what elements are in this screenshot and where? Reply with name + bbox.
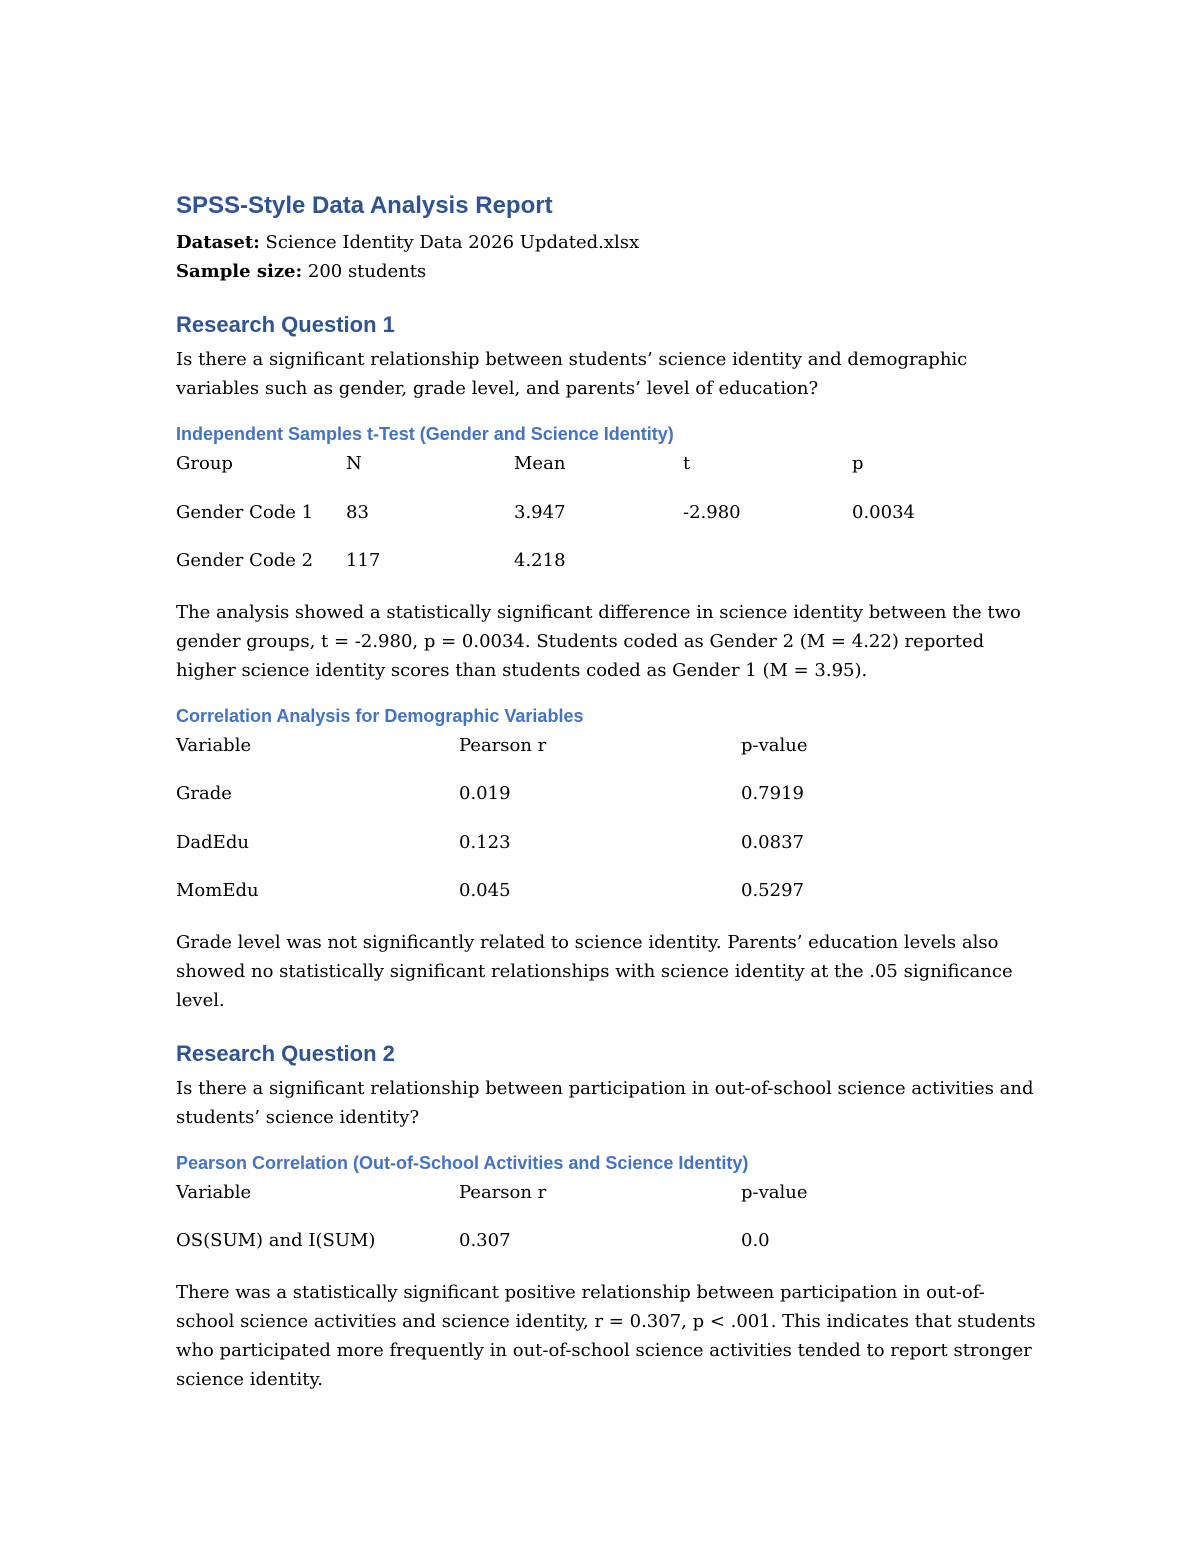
pearson-header-row — [176, 1181, 1036, 1230]
ttest-header-row — [176, 452, 1036, 501]
correlation-table — [176, 734, 1036, 928]
dataset-line — [176, 228, 1036, 286]
table-row — [176, 831, 1036, 880]
ttest-header-cell: Mean — [514, 453, 566, 474]
table-cell: 117 — [346, 550, 381, 571]
ttest-header-cell: t — [683, 453, 691, 474]
rq1-heading: Research Question 1 — [176, 312, 395, 337]
pearson-table — [176, 1181, 1036, 1278]
table-cell: Grade — [176, 783, 232, 804]
table-cell: Gender Code 2 — [176, 550, 314, 571]
table-cell: 3.947 — [514, 501, 566, 523]
table-cell: DadEdu — [176, 831, 249, 853]
table-cell: 0.0034 — [852, 501, 915, 523]
table-cell: Gender Code 1 — [176, 501, 314, 523]
ttest-header-cell: p — [852, 453, 864, 474]
table-cell — [852, 549, 1036, 598]
table-row — [176, 879, 1036, 928]
correlation-header-row — [176, 734, 1036, 783]
dataset-value: Science Identity Data 2026 Updated.xlsx — [259, 232, 640, 253]
pearson-header-cell: Pearson r — [459, 1181, 547, 1203]
rq1-question: Is there a significant relationship between students’ science identity and demographic variables such as gender, grade level, and parents’ level of education? — [176, 349, 968, 399]
table-cell: 0.307 — [459, 1230, 511, 1251]
pearson-summary: There was a statistically significant positive relationship between participation in out-of-school science activities and science identity, r = 0.307, p < .001. This indicates that students who participated more frequently in out-of-school science activities tended to report stronger science identity. — [176, 1281, 1036, 1390]
table-row — [176, 1229, 1036, 1278]
sample-size-value: 200 students — [302, 261, 427, 282]
table-cell: OS(SUM) and I(SUM) — [176, 1230, 376, 1251]
dataset-label: Dataset: — [176, 232, 260, 253]
pearson-header-cell: p-value — [741, 1181, 808, 1203]
ttest-summary: The analysis showed a statistically significant difference in science identity between the two gender groups, t = -2.980, p = 0.0034. Students coded as Gender 2 (M = 4.22) reported higher science identity scores than students coded as Gender 1 (M = 3.95). — [176, 601, 1021, 681]
pearson-heading: Pearson Correlation (Out-of-School Activities and Science Identity) — [176, 1152, 749, 1173]
rq2-heading: Research Question 2 — [176, 1040, 395, 1066]
correlation-summary: Grade level was not significantly related to science identity. Parents’ education levels also showed no statistically significant relationships with science identity at the .05 significance level. — [176, 931, 1013, 1011]
sample-size-label: Sample size: — [176, 261, 303, 282]
ttest-heading: Independent Samples t-Test (Gender and Science Identity) — [176, 424, 674, 444]
table-cell: 0.123 — [459, 831, 511, 853]
correlation-header-cell: Variable — [176, 734, 252, 756]
ttest-header-cell: N — [346, 453, 362, 474]
table-cell: MomEdu — [176, 880, 259, 901]
correlation-header-cell: Pearson r — [459, 734, 547, 756]
correlation-header-cell: p-value — [741, 734, 808, 756]
table-cell: 0.7919 — [741, 783, 804, 804]
table-cell: 0.0 — [741, 1230, 770, 1251]
pearson-header-cell: Variable — [176, 1181, 252, 1203]
table-row — [176, 549, 1036, 598]
table-cell: -2.980 — [683, 501, 741, 523]
correlation-heading: Correlation Analysis for Demographic Variables — [176, 705, 584, 726]
ttest-table — [176, 452, 1036, 598]
table-row — [176, 782, 1036, 831]
report-title: SPSS-Style Data Analysis Report — [176, 192, 553, 219]
ttest-header-cell: Group — [176, 453, 233, 474]
table-cell: 4.218 — [514, 550, 566, 571]
table-cell: 0.045 — [459, 880, 511, 901]
table-cell: 0.019 — [459, 783, 511, 804]
table-row — [176, 501, 1036, 550]
table-cell: 0.5297 — [741, 880, 804, 901]
table-cell: 0.0837 — [741, 831, 804, 853]
table-cell: 83 — [346, 501, 369, 523]
rq2-question: Is there a significant relationship between participation in out-of-school science activities and students’ science identity? — [176, 1077, 1034, 1128]
report-page — [176, 190, 1036, 1394]
table-cell — [683, 549, 852, 598]
